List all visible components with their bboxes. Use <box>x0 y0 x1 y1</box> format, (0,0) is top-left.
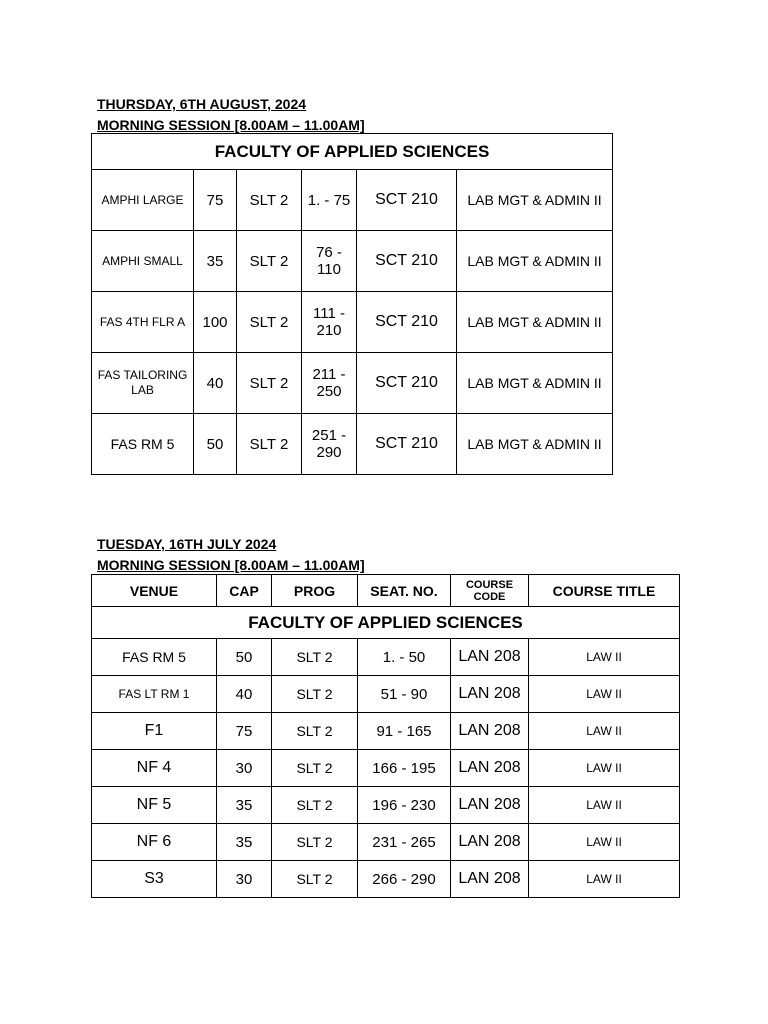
prog-cell: SLT 2 <box>272 861 358 898</box>
seat-cell: 1. - 50 <box>358 639 451 676</box>
seat-cell: 111 - 210 <box>302 292 357 353</box>
seat-header: SEAT. NO. <box>358 575 451 607</box>
table-row <box>92 713 680 750</box>
table-row <box>92 231 613 292</box>
course-code-cell: SCT 210 <box>357 353 457 414</box>
table-row <box>92 861 680 898</box>
header-row <box>92 575 680 607</box>
table-row <box>92 639 680 676</box>
venue-cell: FAS RM 5 <box>92 639 217 676</box>
cap-cell: 40 <box>217 676 272 713</box>
cap-cell: 35 <box>217 787 272 824</box>
venue-cell: FAS RM 5 <box>92 414 194 475</box>
course-title-cell: LAB MGT & ADMIN II <box>457 414 613 475</box>
section1-session-heading: MORNING SESSION [8.00AM – 11.00AM] <box>97 117 365 133</box>
course-title-cell: LAB MGT & ADMIN II <box>457 353 613 414</box>
section2-schedule-table <box>91 574 680 898</box>
seat-cell: 1. - 75 <box>302 170 357 231</box>
table-row <box>92 676 680 713</box>
prog-cell: SLT 2 <box>272 713 358 750</box>
venue-cell: AMPHI SMALL <box>92 231 194 292</box>
course-title-cell: LAW II <box>529 787 680 824</box>
prog-header: PROG <box>272 575 358 607</box>
course-code-cell: SCT 210 <box>357 231 457 292</box>
prog-cell: SLT 2 <box>237 292 302 353</box>
venue-cell: FAS 4TH FLR A <box>92 292 194 353</box>
course-code-cell: LAN 208 <box>451 824 529 861</box>
cap-cell: 50 <box>194 414 237 475</box>
cap-cell: 30 <box>217 861 272 898</box>
course-title-cell: LAW II <box>529 676 680 713</box>
section2-session-heading: MORNING SESSION [8.00AM – 11.00AM] <box>97 557 365 573</box>
table-row <box>92 824 680 861</box>
course-code-cell: LAN 208 <box>451 787 529 824</box>
venue-cell: F1 <box>92 713 217 750</box>
course-title-cell: LAB MGT & ADMIN II <box>457 170 613 231</box>
course-code-cell: SCT 210 <box>357 170 457 231</box>
seat-cell: 76 - 110 <box>302 231 357 292</box>
course-title-header: COURSE TITLE <box>529 575 680 607</box>
seat-cell: 166 - 195 <box>358 750 451 787</box>
course-title-cell: LAW II <box>529 861 680 898</box>
seat-cell: 196 - 230 <box>358 787 451 824</box>
section2-date-heading: TUESDAY, 16TH JULY 2024 <box>97 536 277 552</box>
seat-cell: 211 - 250 <box>302 353 357 414</box>
venue-header: VENUE <box>92 575 217 607</box>
course-title-cell: LAW II <box>529 750 680 787</box>
course-title-cell: LAW II <box>529 639 680 676</box>
cap-cell: 75 <box>217 713 272 750</box>
faculty-row <box>92 607 680 639</box>
cap-cell: 40 <box>194 353 237 414</box>
cap-cell: 100 <box>194 292 237 353</box>
section1-schedule-table <box>91 133 613 475</box>
faculty-title: FACULTY OF APPLIED SCIENCES <box>92 607 680 639</box>
table-row <box>92 787 680 824</box>
venue-cell: FAS TAILORING LAB <box>92 353 194 414</box>
venue-cell: AMPHI LARGE <box>92 170 194 231</box>
prog-cell: SLT 2 <box>272 787 358 824</box>
seat-cell: 266 - 290 <box>358 861 451 898</box>
course-title-cell: LAW II <box>529 713 680 750</box>
cap-header: CAP <box>217 575 272 607</box>
prog-cell: SLT 2 <box>272 824 358 861</box>
course-title-cell: LAW II <box>529 824 680 861</box>
seat-cell: 51 - 90 <box>358 676 451 713</box>
cap-cell: 50 <box>217 639 272 676</box>
venue-cell: FAS LT RM 1 <box>92 676 217 713</box>
cap-cell: 75 <box>194 170 237 231</box>
seat-cell: 251 - 290 <box>302 414 357 475</box>
course-code-cell: LAN 208 <box>451 676 529 713</box>
course-code-cell: LAN 208 <box>451 639 529 676</box>
table-row <box>92 170 613 231</box>
course-title-cell: LAB MGT & ADMIN II <box>457 292 613 353</box>
course-code-cell: SCT 210 <box>357 414 457 475</box>
faculty-row <box>92 134 613 170</box>
prog-cell: SLT 2 <box>272 750 358 787</box>
venue-cell: S3 <box>92 861 217 898</box>
prog-cell: SLT 2 <box>237 414 302 475</box>
section1-date-heading: THURSDAY, 6TH AUGUST, 2024 <box>97 96 307 112</box>
faculty-title: FACULTY OF APPLIED SCIENCES <box>92 134 613 170</box>
cap-cell: 30 <box>217 750 272 787</box>
prog-cell: SLT 2 <box>272 639 358 676</box>
prog-cell: SLT 2 <box>272 676 358 713</box>
table-row <box>92 414 613 475</box>
cap-cell: 35 <box>217 824 272 861</box>
course-code-cell: SCT 210 <box>357 292 457 353</box>
table-row <box>92 750 680 787</box>
venue-cell: NF 4 <box>92 750 217 787</box>
prog-cell: SLT 2 <box>237 170 302 231</box>
course-title-cell: LAB MGT & ADMIN II <box>457 231 613 292</box>
prog-cell: SLT 2 <box>237 231 302 292</box>
seat-cell: 231 - 265 <box>358 824 451 861</box>
table-row <box>92 353 613 414</box>
cap-cell: 35 <box>194 231 237 292</box>
seat-cell: 91 - 165 <box>358 713 451 750</box>
venue-cell: NF 5 <box>92 787 217 824</box>
venue-cell: NF 6 <box>92 824 217 861</box>
course-code-cell: LAN 208 <box>451 713 529 750</box>
course-code-header: COURSE CODE <box>451 575 529 607</box>
prog-cell: SLT 2 <box>237 353 302 414</box>
course-code-cell: LAN 208 <box>451 750 529 787</box>
course-code-cell: LAN 208 <box>451 861 529 898</box>
table-row <box>92 292 613 353</box>
